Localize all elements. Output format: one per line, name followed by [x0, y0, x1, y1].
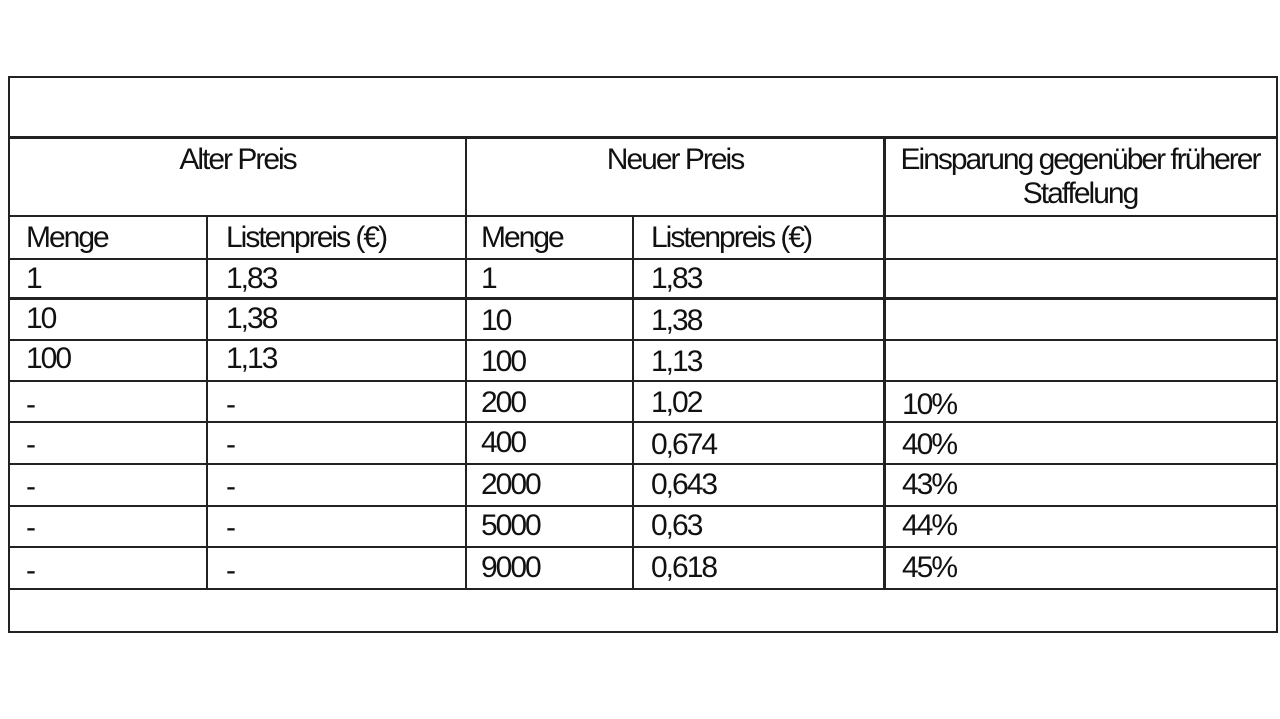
- row-divider: [8, 588, 1278, 590]
- table-cell: 0,618: [651, 551, 717, 584]
- row-divider: [8, 463, 1278, 465]
- table-cell: 1: [481, 262, 496, 295]
- table-cell: 1,38: [226, 302, 277, 335]
- row-divider: [8, 421, 1278, 423]
- table-cell: -: [26, 554, 34, 587]
- col-header-listenpreis-alt: Listenpreis (€): [226, 221, 387, 254]
- header-einsparung: Einsparung gegenüber früherer Staffelung: [900, 143, 1260, 210]
- table-cell: 1,83: [651, 262, 702, 295]
- table-cell: -: [26, 388, 34, 421]
- row-divider: [8, 380, 1278, 382]
- table-cell: -: [26, 428, 34, 461]
- table-cell: 43%: [902, 468, 957, 501]
- table-cell: 10%: [902, 388, 957, 421]
- table-cell: 5000: [481, 509, 540, 542]
- row-divider: [8, 258, 1278, 260]
- table-cell: 1,83: [226, 262, 277, 295]
- table-cell: 10: [26, 302, 56, 335]
- table-cell: -: [26, 511, 34, 544]
- table-cell: -: [26, 470, 34, 503]
- table-cell: 1,38: [651, 304, 702, 337]
- col-header-listenpreis-neu: Listenpreis (€): [651, 221, 812, 254]
- table-cell: -: [226, 511, 234, 544]
- col-header-menge-alt: Menge: [26, 221, 108, 254]
- header-neuer-preis: Neuer Preis: [606, 143, 744, 176]
- table-cell: 9000: [481, 551, 540, 584]
- subheader-divider: [8, 215, 1278, 217]
- header-alter-preis: Alter Preis: [179, 143, 296, 176]
- table-cell: 10: [481, 304, 511, 337]
- table-cell: -: [226, 470, 234, 503]
- table-cell: 1,13: [226, 342, 277, 375]
- column-divider: [883, 136, 886, 590]
- table-cell: 40%: [902, 428, 957, 461]
- row-divider: [8, 297, 1278, 300]
- header-divider: [8, 136, 1278, 139]
- column-divider: [632, 215, 634, 590]
- table-cell: 44%: [902, 509, 957, 542]
- table-cell: 0,63: [651, 509, 702, 542]
- column-divider: [206, 215, 208, 590]
- table-cell: 0,674: [651, 428, 717, 461]
- table-cell: -: [226, 428, 234, 461]
- row-divider: [8, 505, 1278, 507]
- table-cell: 45%: [902, 551, 957, 584]
- row-divider: [8, 546, 1278, 548]
- table-cell: 200: [481, 386, 526, 419]
- column-divider: [465, 136, 467, 590]
- col-header-menge-neu: Menge: [481, 221, 563, 254]
- table-cell: 100: [26, 342, 71, 375]
- table-cell: 1,02: [651, 386, 702, 419]
- table-cell: 100: [481, 345, 526, 378]
- table-cell: 1: [26, 262, 41, 295]
- table-cell: 0,643: [651, 468, 717, 501]
- table-cell: -: [226, 388, 234, 421]
- table-cell: 2000: [481, 468, 540, 501]
- table-cell: -: [226, 554, 234, 587]
- table-cell: 400: [481, 426, 526, 459]
- table-cell: 1,13: [651, 345, 702, 378]
- row-divider: [8, 339, 1278, 341]
